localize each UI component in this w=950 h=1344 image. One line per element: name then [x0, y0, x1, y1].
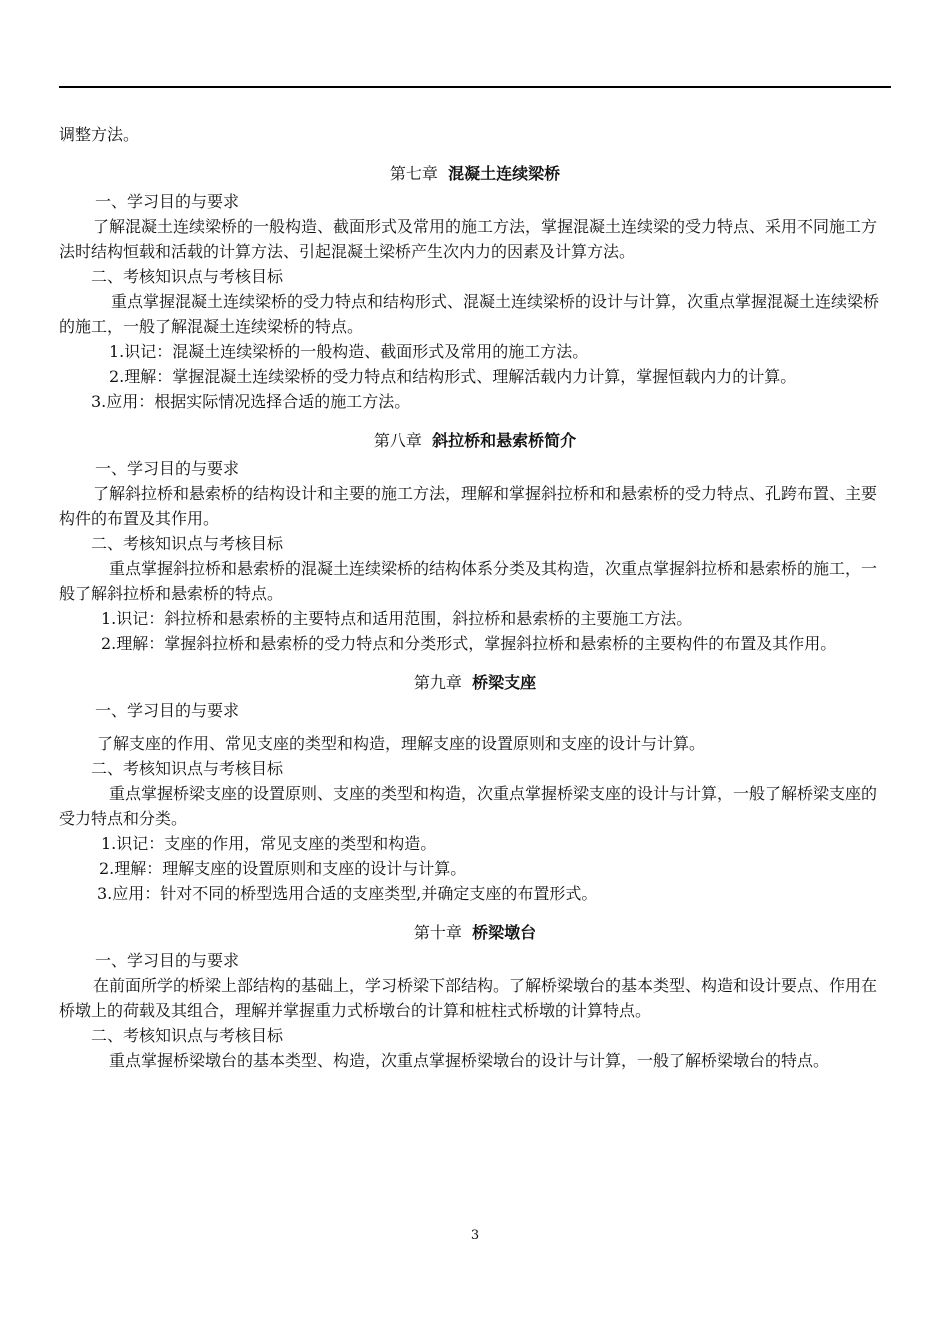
section-body: 了解支座的作用、常见支座的类型和构造，理解支座的设置原则和支座的设计与计算。: [97, 734, 706, 753]
section-heading: 二、考核知识点与考核目标: [91, 267, 284, 286]
list-item: 3.应用：针对不同的桥型选用合适的支座类型,并确定支座的布置形式。: [97, 884, 598, 903]
chapter-number: 第八章: [373, 431, 422, 450]
page-number: 3: [470, 1228, 480, 1243]
section-body: 了解混凝土连续梁桥的一般构造、截面形式及常用的施工方法，掌握混凝土连续梁的受力特点、采用不同施工方法时结构恒载和活载的计算方法、引起混凝土梁桥产生次内力的因素及计算方法。: [59, 217, 878, 261]
chapter-title: 混凝土连续梁桥: [448, 164, 561, 183]
header-rule: [59, 86, 891, 88]
section-body: 了解斜拉桥和悬索桥的结构设计和主要的施工方法，理解和掌握斜拉桥和和悬索桥的受力特点、孔跨布置、主要构件的布置及其作用。: [59, 484, 878, 528]
chapter-title: 桥梁墩台: [472, 923, 537, 942]
section-heading: 二、考核知识点与考核目标: [91, 1026, 284, 1045]
chapter-number: 第十章: [413, 923, 462, 942]
chapter-10-heading: [59, 920, 891, 945]
list-item: 2.理解：掌握混凝土连续梁桥的受力特点和结构形式、理解活载内力计算，掌握恒载内力的计算。: [109, 367, 797, 386]
chapter-title: 桥梁支座: [472, 673, 537, 692]
section-body: 重点掌握桥梁支座的设置原则、支座的类型和构造，次重点掌握桥梁支座的设计与计算，一般了解桥梁支座的受力特点和分类。: [59, 784, 878, 828]
document-page: [59, 122, 891, 1073]
chapter-8-heading: [59, 428, 891, 453]
chapter-7-heading: [59, 161, 891, 186]
list-item: 1.识记：支座的作用，常见支座的类型和构造。: [101, 834, 437, 853]
list-item: 1.识记：斜拉桥和悬索桥的主要特点和适用范围，斜拉桥和悬索桥的主要施工方法。: [101, 609, 693, 628]
list-item: 2.理解：掌握斜拉桥和悬索桥的受力特点和分类形式，掌握斜拉桥和悬索桥的主要构件的布置及其作用。: [101, 634, 837, 653]
section-heading: 一、学习目的与要求: [95, 459, 240, 478]
chapter-9-heading: [59, 670, 891, 695]
section-heading: 一、学习目的与要求: [95, 192, 240, 211]
chapter-number: 第七章: [389, 164, 438, 183]
section-body: 重点掌握混凝土连续梁桥的受力特点和结构形式、混凝土连续梁桥的设计与计算，次重点掌握混凝土连续梁桥的施工，一般了解混凝土连续梁桥的特点。: [59, 292, 880, 336]
section-heading: 一、学习目的与要求: [95, 701, 240, 720]
section-body: 重点掌握桥梁墩台的基本类型、构造，次重点掌握桥梁墩台的设计与计算，一般了解桥梁墩台的特点。: [109, 1051, 830, 1070]
section-heading: 二、考核知识点与考核目标: [91, 534, 284, 553]
chapter-number: 第九章: [413, 673, 462, 692]
section-heading: 一、学习目的与要求: [95, 951, 240, 970]
chapter-title: 斜拉桥和悬索桥简介: [432, 431, 577, 450]
list-item: 3.应用：根据实际情况选择合适的施工方法。: [91, 392, 411, 411]
section-heading: 二、考核知识点与考核目标: [91, 759, 284, 778]
section-body: 在前面所学的桥梁上部结构的基础上，学习桥梁下部结构。了解桥梁墩台的基本类型、构造和设计要点、作用在桥墩上的荷载及其组合，理解并掌握重力式桥墩台的计算和桩柱式桥墩的计算特点。: [59, 976, 878, 1020]
list-item: 2.理解：理解支座的设置原则和支座的设计与计算。: [99, 859, 467, 878]
list-item: 1.识记：混凝土连续梁桥的一般构造、截面形式及常用的施工方法。: [109, 342, 589, 361]
intro-line: 调整方法。: [59, 125, 140, 144]
section-body: 重点掌握斜拉桥和悬索桥的混凝土连续梁桥的结构体系分类及其构造，次重点掌握斜拉桥和悬索桥的施工，一般了解斜拉桥和悬索桥的特点。: [59, 559, 878, 603]
